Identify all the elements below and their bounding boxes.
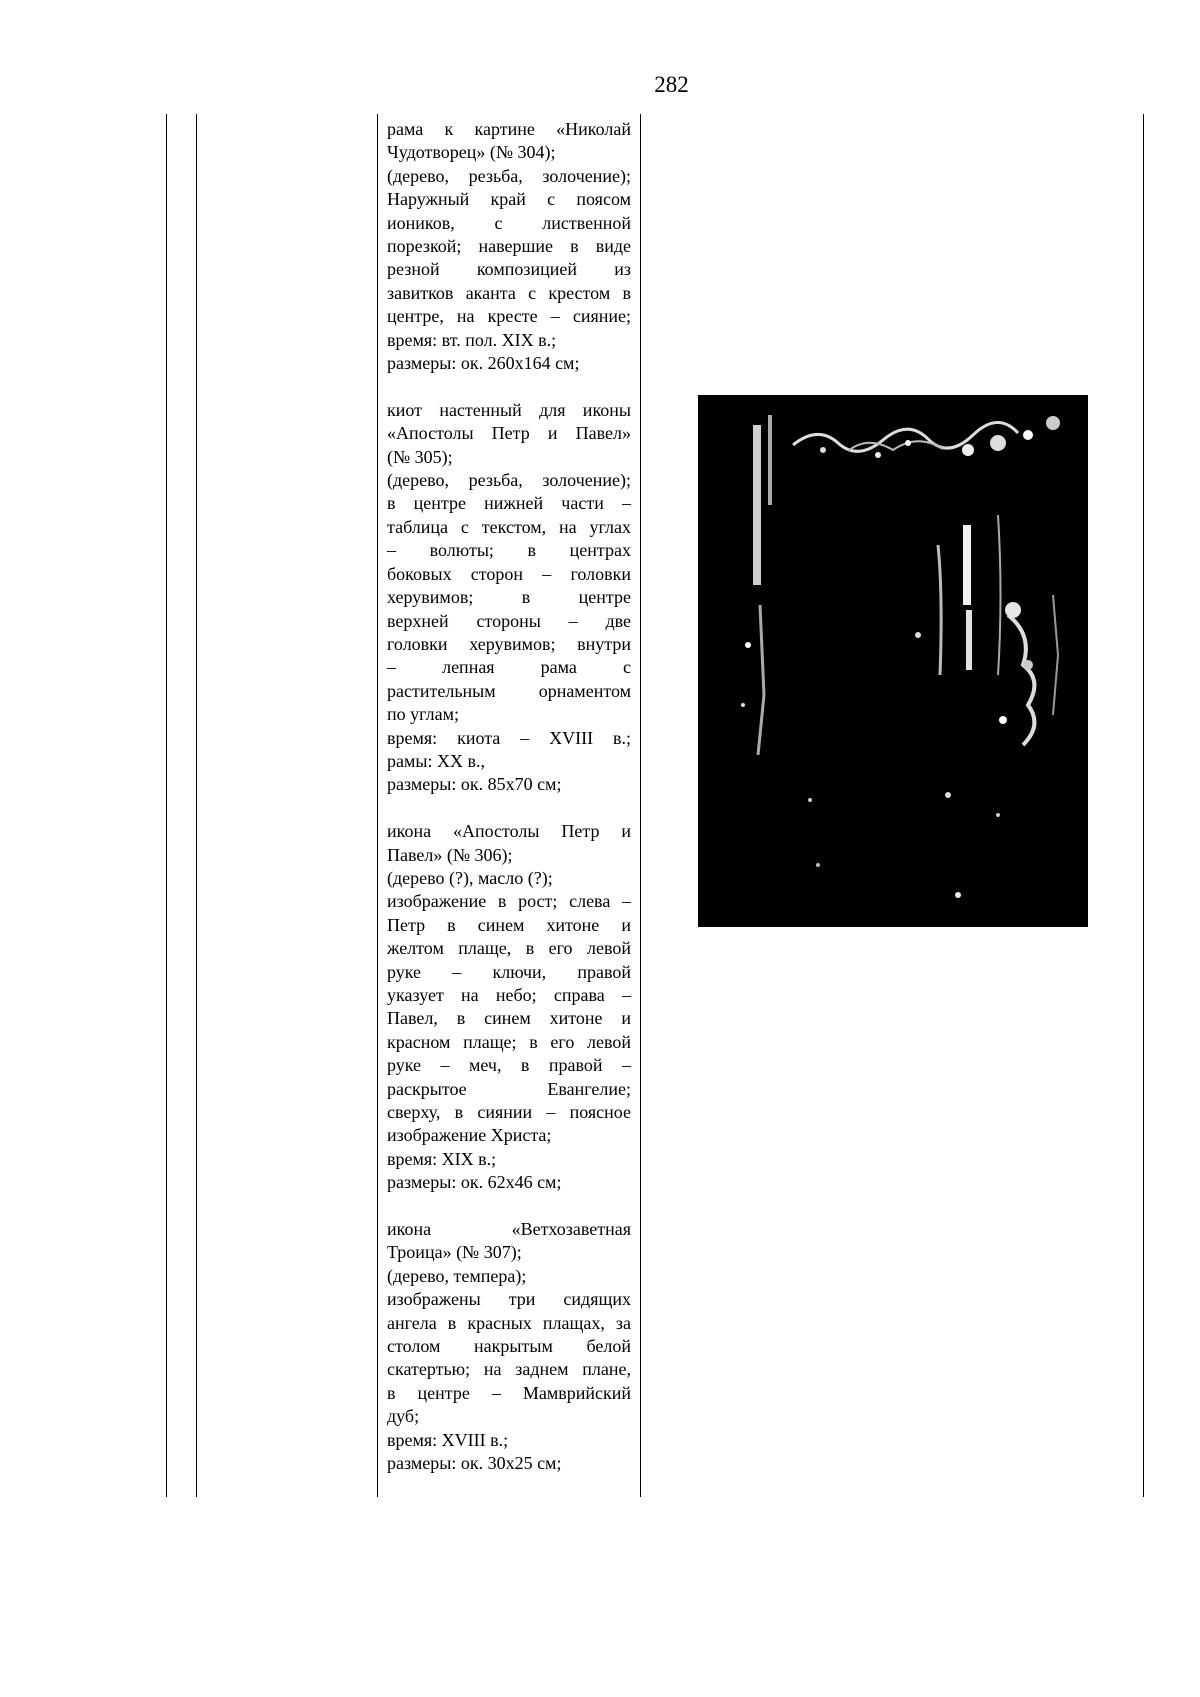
entry-icon-307 [387, 1218, 631, 1475]
entry-line: (дерево, темпера); [387, 1265, 527, 1286]
entry-line: ангела в красных плащах, за [387, 1312, 631, 1333]
entry-line: Павел» (№ 306); [387, 844, 513, 865]
entry-line: размеры: ок. 85х70 см; [387, 774, 562, 795]
entry-line: время: вт. пол. XIX в.; [387, 329, 557, 350]
table-border-left-outer [166, 114, 167, 1497]
entry-line: Чудотворец» (№ 304); [387, 142, 556, 163]
table-border-left-inner [196, 114, 197, 1497]
entry-line: порезкой; навершие в виде [387, 236, 631, 257]
entry-line: время: XVIII в.; [387, 1429, 509, 1450]
entry-line: Петр в синем хитоне и [387, 914, 631, 935]
entry-line: Наружный край с поясом [387, 189, 631, 210]
table-divider-text-left [377, 114, 378, 1497]
entry-line: (дерево (?), масло (?); [387, 867, 553, 888]
description-column [387, 118, 631, 1499]
entry-line: – лепная рама с [387, 657, 631, 678]
entry-line: верхней стороны – две [387, 610, 631, 631]
entry-line: икона «Ветхозаветная [387, 1219, 631, 1240]
entry-line: изображение Христа; [387, 1125, 552, 1146]
entry-line: киот настенный для иконы [387, 399, 631, 420]
entry-line: в центре нижней части – [387, 493, 631, 514]
entry-line: растительным орнаментом [387, 680, 631, 701]
entry-line: размеры: ок. 260х164 см; [387, 353, 580, 374]
entry-line: таблица с текстом, на углах [387, 516, 631, 537]
kiot-photo [698, 395, 1088, 927]
entry-line: указует на небо; справа – [387, 985, 631, 1005]
entry-line: – волюты; в центрах [387, 540, 631, 561]
page-number: 282 [654, 72, 689, 97]
entry-line: (дерево, резьба, золочение); [387, 470, 631, 491]
entry-line: столом накрытым белой [387, 1336, 631, 1357]
entry-line: иоников, с лиственной [387, 212, 631, 233]
entry-line: в центре – Мамврийский [387, 1382, 631, 1403]
entry-line: время: XIX в.; [387, 1148, 497, 1169]
entry-line: красном плаще; в его левой [387, 1031, 631, 1052]
entry-line: по углам; [387, 704, 459, 725]
entry-line: руке – меч, в правой – [387, 1055, 631, 1076]
entry-line: руке – ключи, правой [387, 961, 631, 982]
entry-line: размеры: ок. 62х46 см; [387, 1172, 562, 1193]
entry-frame-304 [387, 118, 631, 375]
entry-line: раскрытое Евангелие; [387, 1078, 631, 1099]
entry-line: рама к картине «Николай [387, 119, 631, 139]
table-border-right [1143, 114, 1144, 1497]
entry-line: резной композицией из [387, 259, 631, 280]
table-divider-text-right [640, 114, 641, 1497]
entry-line: Троица» (№ 307); [387, 1242, 522, 1263]
entry-line: сверху, в сиянии – поясное [387, 1102, 631, 1123]
entry-icon-306 [387, 820, 631, 1195]
entry-line: боковых сторон – головки [387, 563, 631, 584]
entry-line: Павел, в синем хитоне и [387, 1008, 631, 1029]
entry-line: «Апостолы Петр и Павел» [387, 423, 631, 444]
entry-line: время: киота – XVIII в.; [387, 727, 631, 748]
entry-line: икона «Апостолы Петр и [387, 821, 631, 842]
entry-line: изображение в рост; слева – [387, 891, 631, 912]
entry-line: центре, на кресте – сияние; [387, 306, 631, 327]
entry-line: завитков аканта с крестом в [387, 282, 631, 303]
entry-line: желтом плаще, в его левой [387, 938, 631, 959]
entry-line: (дерево, резьба, золочение); [387, 165, 631, 186]
entry-line: дуб; [387, 1406, 420, 1427]
entry-line: рамы: XX в., [387, 750, 485, 771]
entry-kiot-305 [387, 399, 631, 797]
entry-line: головки херувимов; внутри [387, 633, 631, 654]
entry-line: херувимов; в центре [387, 587, 631, 608]
entry-line: размеры: ок. 30х25 см; [387, 1453, 562, 1474]
entry-line: изображены три сидящих [387, 1289, 631, 1310]
entry-line: скатертью; на заднем плане, [387, 1359, 631, 1380]
entry-line: (№ 305); [387, 446, 453, 467]
kiot-photo-image [698, 395, 1088, 927]
